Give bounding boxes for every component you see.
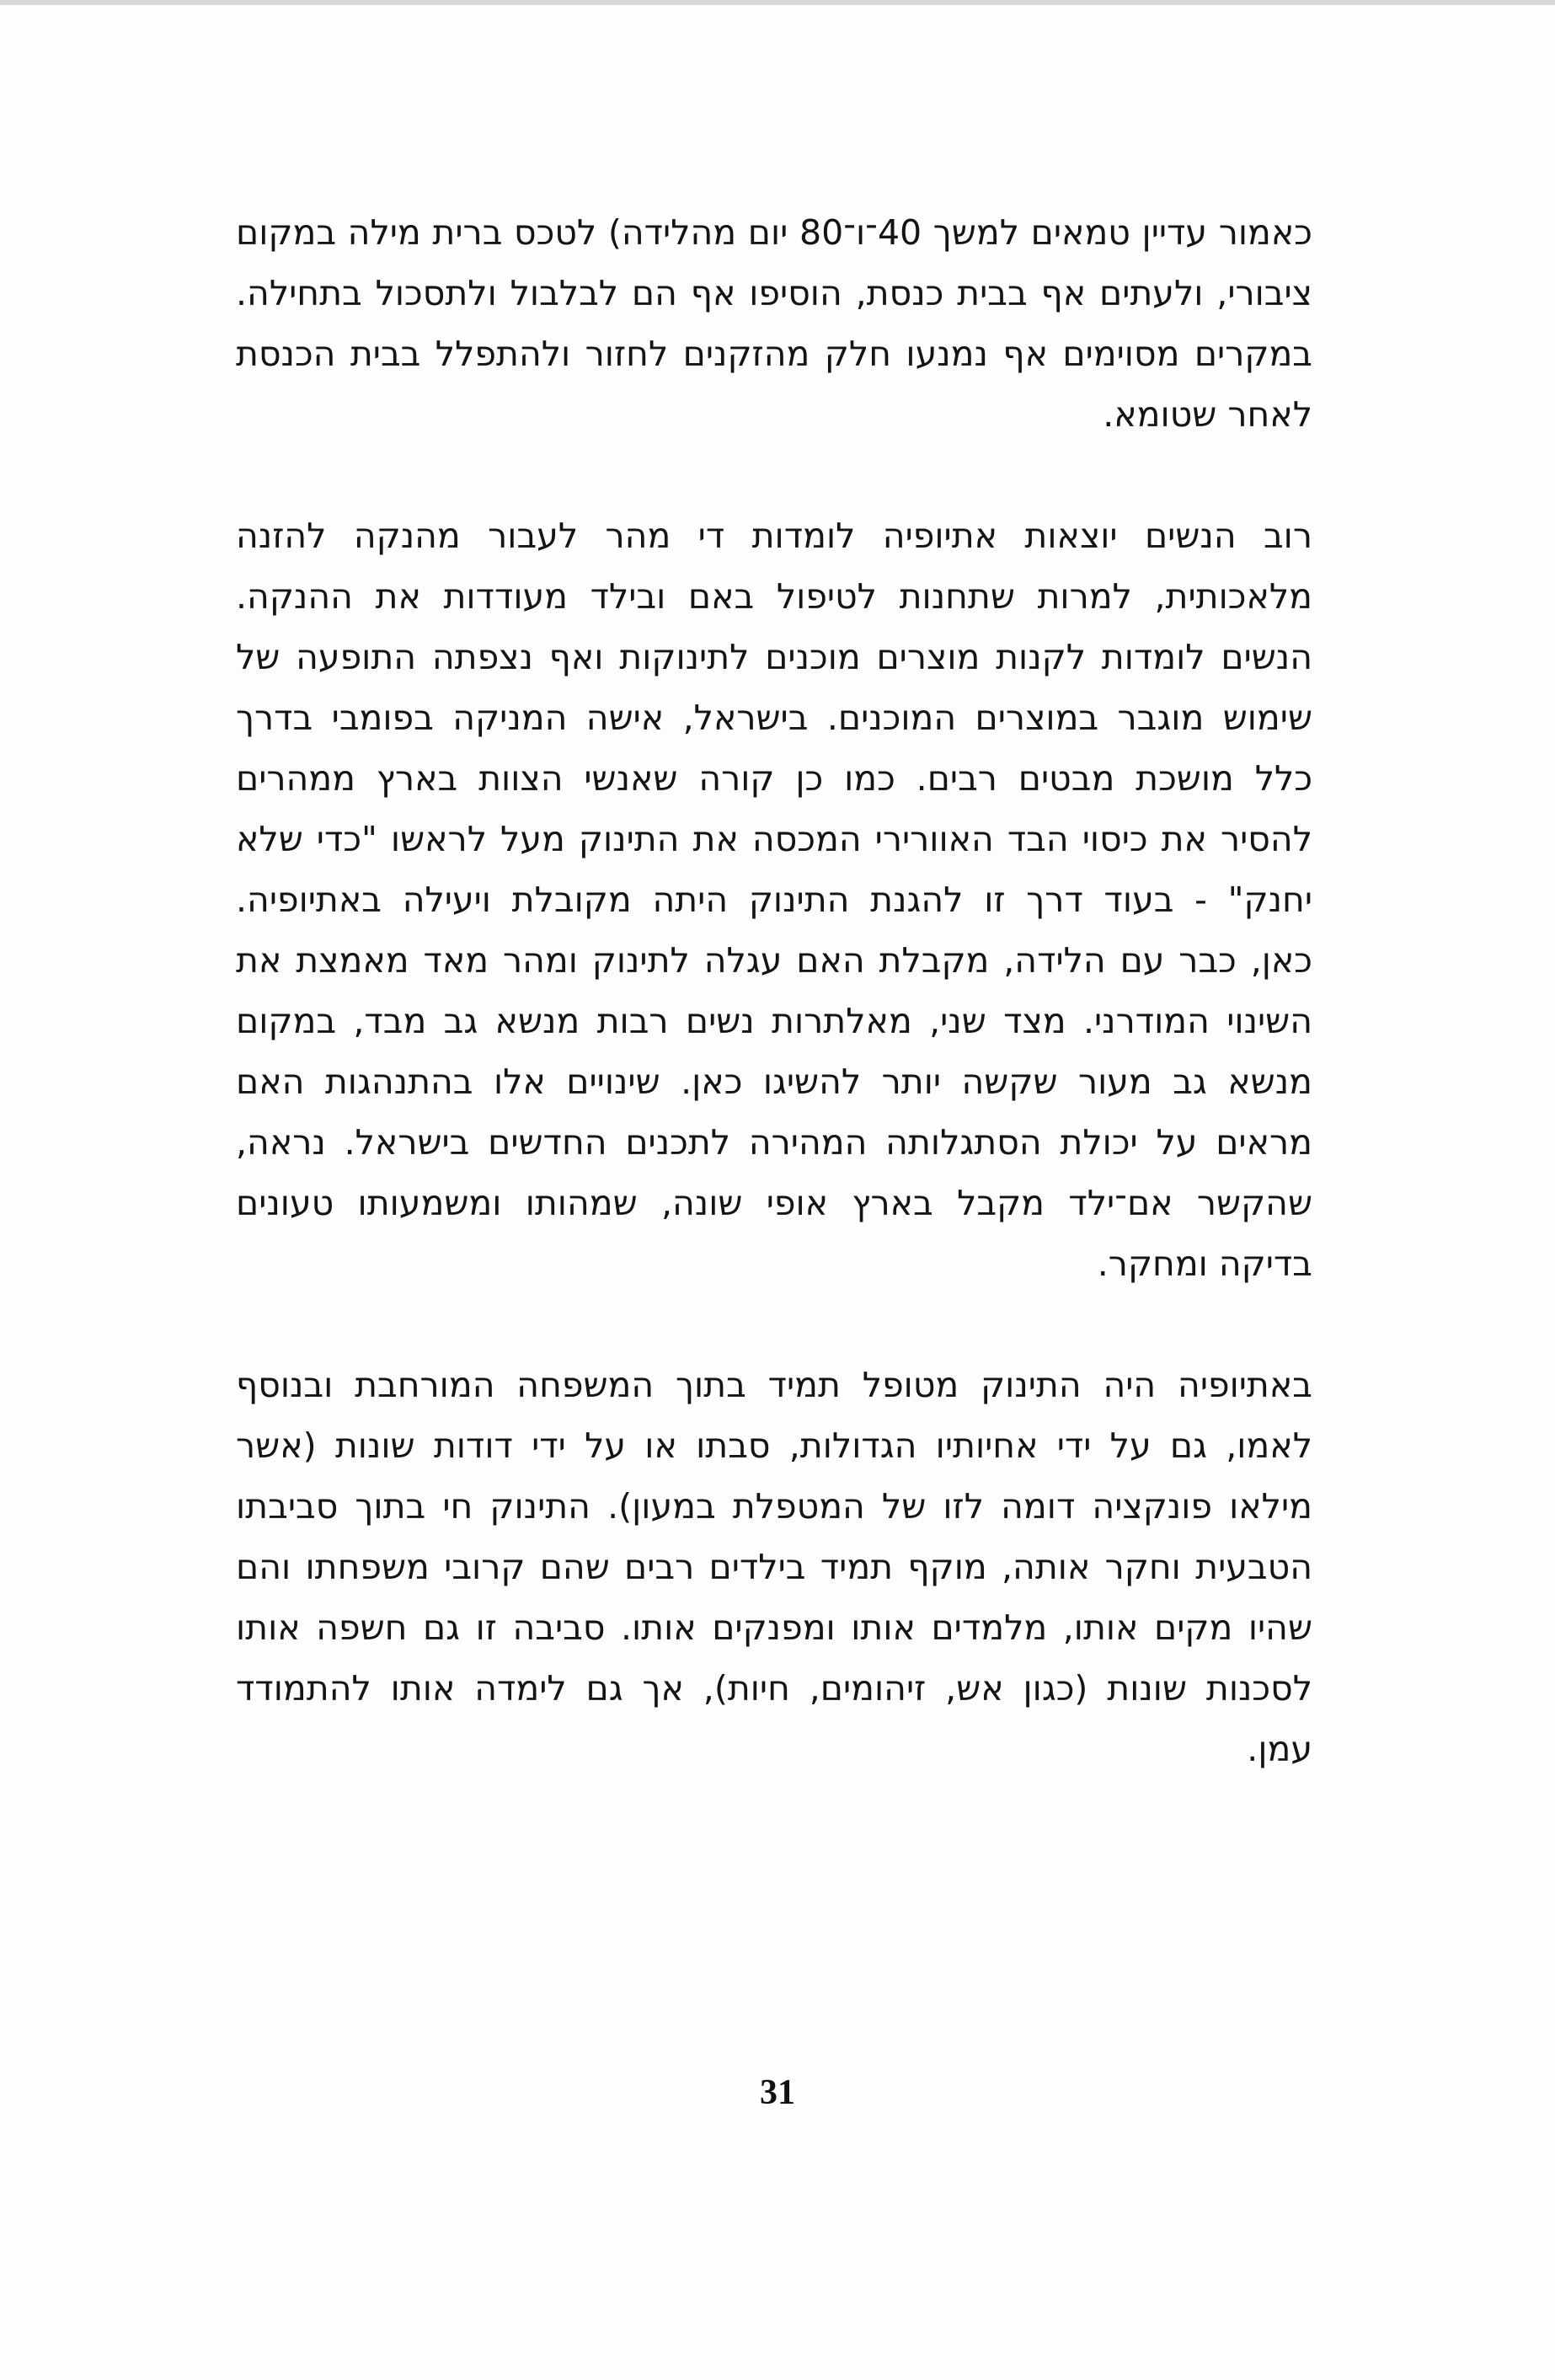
text-line: רוב הנשים יוצאות אתיופיה לומדות די מהר לעבור מהנקה להזנה (236, 516, 1312, 556)
paragraph-gap (236, 445, 1312, 505)
text-line: מילאו פונקציה דומה לזו של המטפלת במעון). התינוק חי בתוך סביבתו (236, 1486, 1312, 1527)
text-line: כלל מושכת מבטים רבים. כמו כן קורה שאנשי הצוות בארץ ממהרים (236, 758, 1312, 799)
text-line: ציבורי, ולעתים אף בבית כנסת, הוסיפו אף הם לבלבול ולתסכול בתחילה. (236, 273, 1312, 313)
text-line: השינוי המודרני. מצד שני, מאלתרות נשים רבות מנשא גב מבד, במקום (236, 1001, 1312, 1041)
text-line: בדיקה ומחקר. (1097, 1243, 1312, 1284)
text-line: הנשים לומדות לקנות מוצרים מוכנים לתינוקות ואף נצפתה התופעה של (236, 637, 1312, 677)
text-line: כאן, כבר עם הלידה, מקבלת האם עגלה לתינוק ומהר מאד מאמצת את (236, 940, 1312, 981)
body-text (236, 202, 1312, 1779)
text-line: שימוש מוגבר במוצרים המוכנים. בישראל, אישה המניקה בפומבי בדרך (236, 698, 1312, 738)
text-line: לסכנות שונות (כגון אש, זיהומים, חיות), אך גם לימדה אותו להתמודד (236, 1668, 1312, 1709)
text-line: שהיו מקים אותו, מלמדים אותו ומפנקים אותו. סביבה זו גם חשפה אותו (236, 1607, 1312, 1648)
page-number: 31 (760, 2073, 795, 2112)
paragraph-3 (236, 1355, 1312, 1779)
text-line: כאמור עדיין טמאים למשך 40־ו־80 יום מהלידה) לטכס ברית מילה במקום (236, 212, 1312, 253)
text-line: עמן. (1247, 1729, 1312, 1769)
text-line: מנשא גב מעור שקשה יותר להשיגו כאן. שינויים אלו בהתנהגות האם (236, 1062, 1312, 1102)
text-line: באתיופיה היה התינוק מטופל תמיד בתוך המשפחה המורחבת ובנוסף (236, 1365, 1312, 1405)
text-line: לאמו, גם על ידי אחיותיו הגדולות, סבתו או על ידי דודות שונות (אשר (236, 1425, 1312, 1466)
text-line: לאחר שטומא. (1103, 394, 1312, 435)
text-line: יחנק" - בעוד דרך זו להגנת התינוק היתה מקובלת ויעילה באתיופיה. (236, 880, 1312, 920)
text-line: מראים על יכולת הסתגלותה המהירה לתכנים החדשים בישראל. נראה, (236, 1122, 1312, 1163)
text-line: הטבעית וחקר אותה, מוקף תמיד בילדים רבים שהם קרובי משפחתו והם (236, 1547, 1312, 1587)
text-line: שהקשר אם־ילד מקבל בארץ אופי שונה, שמהותו ומשמעותו טעונים (236, 1183, 1312, 1223)
paragraph-2 (236, 505, 1312, 1294)
paragraph-1 (236, 202, 1312, 445)
text-line: להסיר את כיסוי הבד האוורירי המכסה את התינוק מעל לראשו "כדי שלא (236, 819, 1312, 859)
paragraph-gap (236, 1294, 1312, 1355)
text-line: במקרים מסוימים אף נמנעו חלק מהזקנים לחזור ולהתפלל בבית הכנסת (236, 334, 1312, 374)
text-line: מלאכותית, למרות שתחנות לטיפול באם ובילד מעודדות את ההנקה. (236, 576, 1312, 617)
